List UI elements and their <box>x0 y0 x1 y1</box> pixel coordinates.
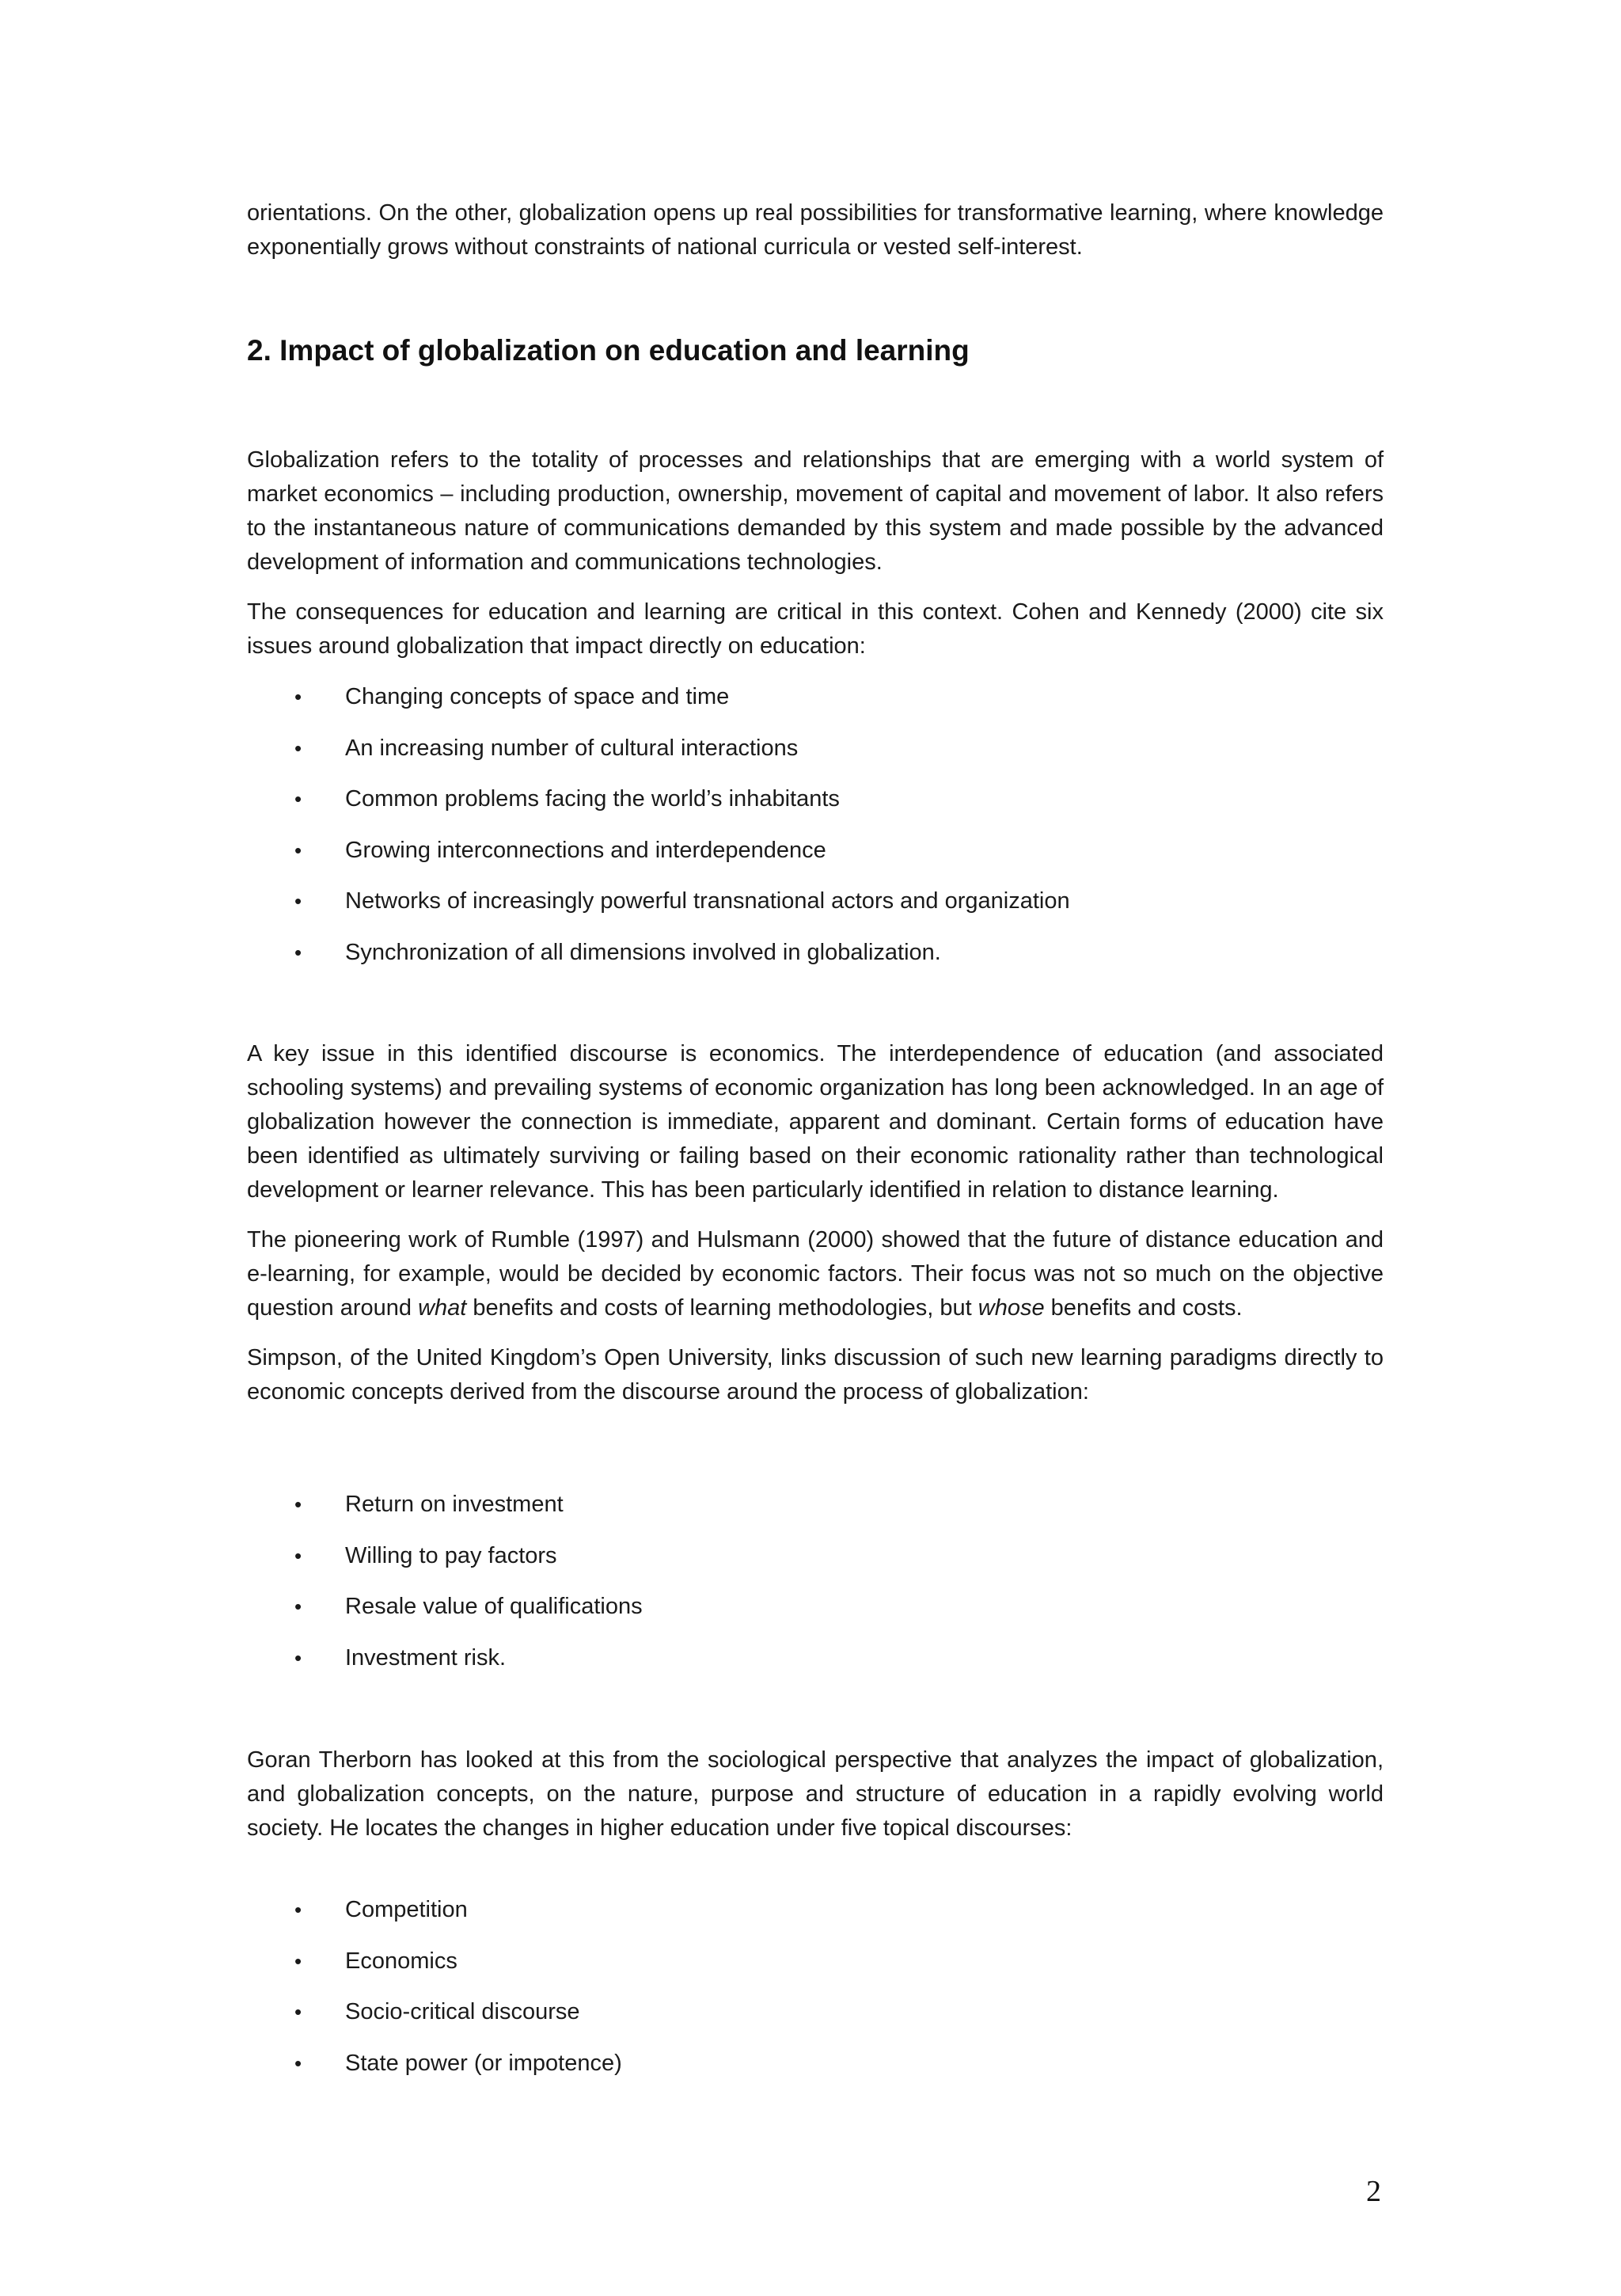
list-item: • Socio-critical discourse <box>247 1986 1384 2038</box>
economics-block <box>247 1037 1384 1409</box>
bullet-icon: • <box>294 787 302 812</box>
section-heading: 2. Impact of globalization on education and learning <box>247 334 970 367</box>
definition-block <box>247 443 1384 663</box>
bullet-icon: • <box>294 1645 302 1670</box>
bullet-icon: • <box>294 1948 302 1973</box>
bullet-icon: • <box>294 2000 302 2024</box>
list-item: • Investment risk. <box>247 1633 1384 1684</box>
discourses-list <box>247 1884 1384 2089</box>
bullet-icon: • <box>294 736 302 760</box>
paragraph-globalization-definition: Globalization refers to the totality of processes and relationships that are emerging with a world system of market economics – including production, ownership, movement of capital and movement of labor. It also refers to the instantaneous nature of communications demanded by this system and made possible by the advanced development of information and communications technologies. <box>247 447 1384 575</box>
list-item: • Return on investment <box>247 1479 1384 1530</box>
bullet-icon: • <box>294 685 302 709</box>
list-item: • Growing interconnections and interdependence <box>247 825 1384 876</box>
bullet-icon: • <box>294 1898 302 1922</box>
bullet-icon: • <box>294 940 302 964</box>
list-item: • Competition <box>247 1884 1384 1936</box>
issues-list <box>247 671 1384 979</box>
list-item: • Synchronization of all dimensions involved in globalization. <box>247 927 1384 979</box>
bullet-icon: • <box>294 889 302 914</box>
paragraph-pioneering-work: The pioneering work of Rumble (1997) and Hulsmann (2000) showed that the future of distance education and e-learning, for example, would be decided by economic factors. Their focus was not so much on the objective question around what benefits and costs of learning methodologies, but whose benefits and costs. <box>247 1227 1384 1321</box>
list-item: • Willing to pay factors <box>247 1530 1384 1582</box>
paragraph-simpson: Simpson, of the United Kingdom’s Open University, links discussion of such new learning paradigms directly to economic concepts derived from the discourse around the process of globalization: <box>247 1345 1384 1405</box>
paragraph-therborn: Goran Therborn has looked at this from the sociological perspective that analyzes the impact of globalization, and globalization concepts, on the nature, purpose and structure of education in a rapidly evolving world society. He locates the changes in higher education under five topical discourses: <box>247 1747 1384 1841</box>
paragraph-economics: A key issue in this identified discourse is economics. The interdependence of education (and associated schooling systems) and prevailing systems of economic organization has long been acknowledged. In an age of globalization however the connection is immediate, apparent and dominant. Certain forms of education have been identified as ultimately surviving or failing based on their economic rationality rather than technological development or learner relevance. This has been particularly identified in relation to distance learning. <box>247 1041 1384 1203</box>
page-number: 2 <box>1366 2175 1381 2208</box>
bullet-icon: • <box>294 1492 302 1516</box>
list-item: • Common problems facing the world’s inhabitants <box>247 774 1384 825</box>
bullet-icon: • <box>294 838 302 862</box>
economic-concepts-list <box>247 1479 1384 1683</box>
therborn-block <box>247 1743 1384 1846</box>
list-item: • State power (or impotence) <box>247 2038 1384 2089</box>
list-item: • Networks of increasingly powerful transnational actors and organization <box>247 876 1384 927</box>
list-item: • Changing concepts of space and time <box>247 671 1384 723</box>
list-item: • Resale value of qualifications <box>247 1581 1384 1633</box>
list-item: • Economics <box>247 1936 1384 1987</box>
intro-paragraph: orientations. On the other, globalization opens up real possibilities for transformative learning, where knowledge exponentially grows without constraints of national curricula or vested self-interest. <box>247 200 1384 260</box>
list-item: • An increasing number of cultural interactions <box>247 723 1384 774</box>
bullet-icon: • <box>294 1595 302 1619</box>
bullet-icon: • <box>294 1543 302 1568</box>
bullet-icon: • <box>294 2051 302 2075</box>
paragraph-consequences: The consequences for education and learning are critical in this context. Cohen and Kennedy (2000) cite six issues around globalization that impact directly on education: <box>247 599 1384 659</box>
